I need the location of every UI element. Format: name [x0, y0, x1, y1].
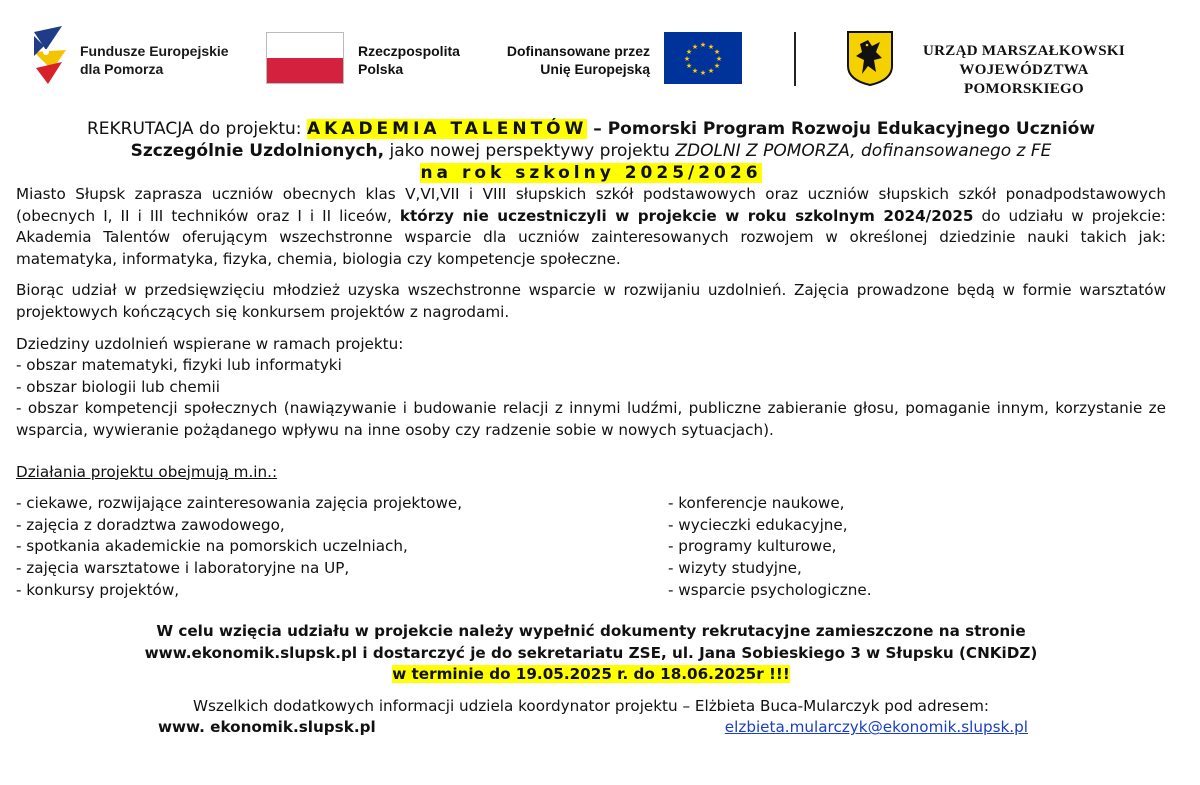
title-line-1	[16, 118, 1166, 140]
deadline: w terminie do 19.05.2025 r. do 18.06.2025r !!!	[392, 665, 790, 684]
school-year-line	[16, 162, 1166, 184]
fe-pomorze-logo-icon	[32, 22, 68, 88]
eu-line2: Unię Europejską	[540, 61, 650, 77]
school-year: na rok szkolny 2025/2026	[420, 163, 762, 183]
rp-logo-text	[358, 42, 460, 78]
logo-divider	[794, 32, 796, 86]
svg-text:★: ★	[691, 43, 699, 51]
activity-item: - wycieczki edukacyjne,	[668, 515, 848, 534]
svg-text:★: ★	[691, 67, 699, 75]
activities-left	[16, 493, 668, 601]
activities-heading: Działania projektu obejmują m.in.:	[16, 462, 278, 481]
griffin-crest-icon	[846, 30, 894, 86]
um-pomorskie-text	[904, 42, 1144, 99]
eu-line1: Dofinansowane przez	[506, 43, 650, 59]
polish-flag-icon	[266, 32, 344, 84]
title-suffix: – Pomorski Program Rozwoju Edukacyjnego Uczniów	[587, 119, 1096, 139]
svg-text:★: ★	[685, 62, 693, 70]
eu-flag-icon	[664, 32, 742, 84]
eu-cofinanced-text	[490, 42, 650, 78]
intro-bold: którzy nie uczestniczyli w projekcie w roku szkolnym 2024/2025	[399, 206, 974, 225]
logo-bar	[0, 0, 1200, 110]
activity-item: - konferencje naukowe,	[668, 494, 845, 513]
svg-text:★: ★	[707, 67, 715, 75]
activities-list	[16, 493, 1166, 601]
announcement-body	[16, 118, 1166, 739]
title-line2-normal: jako nowej perspektywy projektu	[384, 141, 676, 161]
contact-footer	[16, 717, 1166, 739]
email-link[interactable]: elzbieta.mularczyk@ekonomik.slupsk.pl	[724, 718, 1028, 737]
cta-line-1: W celu wzięcia udziału w projekcie należy wypełnić dokumenty rekrutacyjne zamieszczone na stronie	[156, 622, 1026, 641]
project-name: AKADEMIA TALENTÓW	[306, 119, 588, 139]
rp-line1: Rzeczpospolita	[358, 43, 460, 59]
svg-text:★: ★	[699, 69, 707, 77]
activity-item: - ciekawe, rozwijające zainteresowania zajęcia projektowe,	[16, 494, 463, 513]
activities-right	[668, 493, 1068, 601]
support-paragraph: Biorąc udział w przedsięwzięciu młodzież uzyska wszechstronne wsparcie w rozwijaniu uzdolnień. Zajęcia prowadzone będą w formie warsztatów projektowych kończących się konkursem projektów z nagrodami.	[16, 281, 1166, 321]
title-line2-italic: ZDOLNI Z POMORZA, dofinansowanego z FE	[675, 141, 1052, 161]
intro-paragraph	[16, 184, 1166, 270]
svg-text:★: ★	[685, 48, 693, 56]
cta-line-2: www.ekonomik.slupsk.pl i dostarczyć je do sekretariatu ZSE, ul. Jana Sobieskiego 3 w Słupsku (CNKiDZ)	[144, 643, 1038, 662]
title-line-2	[16, 140, 1166, 162]
svg-text:★: ★	[707, 43, 715, 51]
contact-line: Wszelkich dodatkowych informacji udziela koordynator projektu – Elżbieta Buca-Mularczyk pod adresem:	[192, 696, 990, 715]
activity-item: - konkursy projektów,	[16, 580, 180, 599]
title-prefix: REKRUTACJA do projektu:	[86, 119, 307, 139]
rp-line2: Polska	[358, 61, 404, 77]
website-link[interactable]: www. ekonomik.slupsk.pl	[158, 718, 376, 737]
activity-item: - zajęcia warsztatowe i laboratoryjne na UP,	[16, 558, 350, 577]
fe-line2: dla Pomorza	[80, 61, 164, 77]
fe-line1: Fundusze Europejskie	[80, 43, 229, 59]
intro-part1: Miasto Słupsk zaprasza uczniów obecnych klas V,VI,VII i VIII słupskich szkół podstawowych oraz uczniów słupskich szkół ponadpodstawowych (obecnych I, II i III techników oraz I i II liceów,	[16, 185, 1166, 225]
activity-item: - wsparcie psychologiczne.	[668, 580, 872, 599]
domains-heading: Dziedziny uzdolnień wspierane w ramach projektu:	[16, 334, 404, 353]
um-line1: URZĄD MARSZAŁKOWSKI	[923, 43, 1125, 59]
intro-part2: do udziału w projekcie: Akademia Talentów oferującym wszechstronne wsparcie dla uczniów zainteresowanych rozwojem w określonej dziedzinie nauki takich jak: matematyka, informatyka, fizyka, chemia, biologia czy kompetencje społeczne.	[16, 206, 1166, 268]
um-line2: WOJEWÓDZTWA POMORSKIEGO	[959, 62, 1089, 97]
svg-text:★: ★	[713, 62, 721, 70]
activity-item: - spotkania akademickie na pomorskich uczelniach,	[16, 537, 408, 556]
domain-item: - obszar matematyki, fizyki lub informatyki	[16, 356, 342, 375]
svg-text:★: ★	[699, 41, 707, 49]
activity-item: - zajęcia z doradztwa zawodowego,	[16, 515, 285, 534]
fe-pomorze-logo-text	[80, 42, 229, 78]
domain-item: - obszar kompetencji społecznych (nawiązywanie i budowanie relacji z innymi ludźmi, publiczne zabieranie głosu, pomaganie innym, korzystanie ze wsparcia, wywieranie pożądanego wpływu na inne osoby czy radzenie sobie w nowych sytuacjach).	[16, 399, 1166, 439]
activity-item: - programy kulturowe,	[668, 537, 837, 556]
svg-text:★: ★	[713, 48, 721, 56]
svg-text:★: ★	[715, 55, 723, 63]
domain-item: - obszar biologii lub chemii	[16, 377, 220, 396]
title-line2-bold: Szczególnie Uzdolnionych,	[130, 141, 385, 161]
activity-item: - wizyty studyjne,	[668, 558, 802, 577]
svg-text:★: ★	[683, 55, 691, 63]
deadline-line	[16, 664, 1166, 686]
